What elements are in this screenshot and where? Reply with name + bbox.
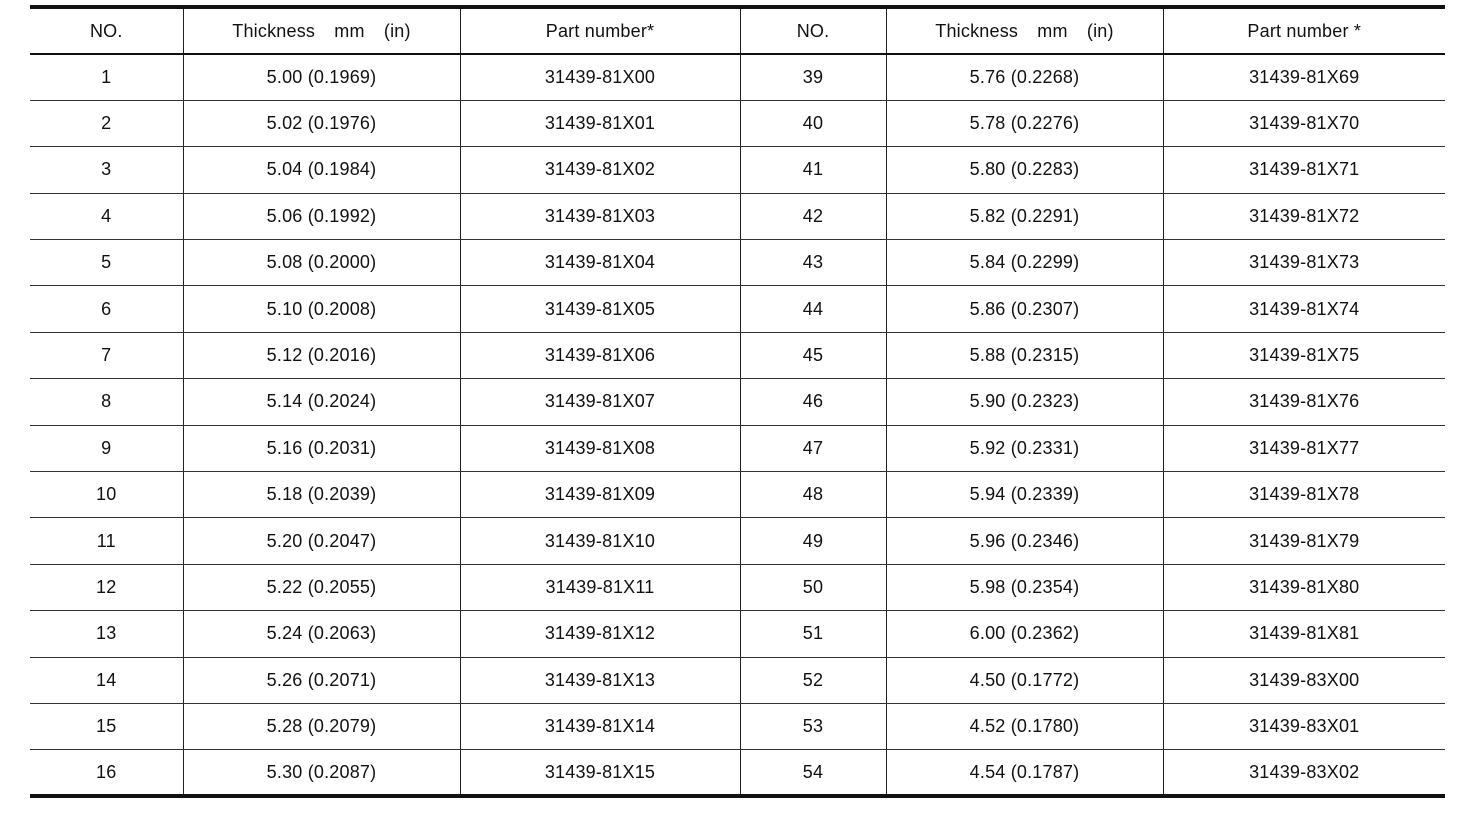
cell-no-right: 39	[740, 54, 886, 100]
table-row	[30, 286, 1445, 332]
cell-part-number-left: 31439-81X10	[460, 518, 740, 564]
cell-no-left: 8	[30, 379, 183, 425]
table-row	[30, 425, 1445, 471]
table-row	[30, 750, 1445, 796]
cell-part-number-left: 31439-81X06	[460, 332, 740, 378]
cell-part-number-right: 31439-81X75	[1163, 332, 1445, 378]
cell-thickness-left: 5.16 (0.2031)	[183, 425, 460, 471]
cell-no-right: 48	[740, 472, 886, 518]
table-header	[30, 7, 1445, 54]
cell-no-right: 49	[740, 518, 886, 564]
cell-no-left: 6	[30, 286, 183, 332]
cell-thickness-right: 5.86 (0.2307)	[886, 286, 1163, 332]
cell-no-left: 13	[30, 611, 183, 657]
cell-thickness-right: 4.50 (0.1772)	[886, 657, 1163, 703]
shim-selection-table	[30, 5, 1445, 798]
cell-no-right: 41	[740, 147, 886, 193]
cell-part-number-right: 31439-81X77	[1163, 425, 1445, 471]
cell-part-number-right: 31439-81X73	[1163, 240, 1445, 286]
cell-part-number-right: 31439-81X81	[1163, 611, 1445, 657]
cell-part-number-left: 31439-81X00	[460, 54, 740, 100]
cell-no-right: 54	[740, 750, 886, 796]
header-row	[30, 7, 1445, 54]
cell-part-number-right: 31439-81X79	[1163, 518, 1445, 564]
cell-part-number-left: 31439-81X03	[460, 193, 740, 239]
cell-part-number-right: 31439-81X76	[1163, 379, 1445, 425]
cell-no-right: 43	[740, 240, 886, 286]
cell-no-left: 12	[30, 564, 183, 610]
cell-thickness-right: 5.98 (0.2354)	[886, 564, 1163, 610]
cell-no-right: 51	[740, 611, 886, 657]
table-row	[30, 193, 1445, 239]
cell-thickness-right: 5.76 (0.2268)	[886, 54, 1163, 100]
table-row	[30, 332, 1445, 378]
cell-no-left: 9	[30, 425, 183, 471]
cell-no-right: 53	[740, 703, 886, 749]
header-part-number-left: Part number*	[460, 7, 740, 54]
cell-thickness-left: 5.14 (0.2024)	[183, 379, 460, 425]
cell-no-left: 11	[30, 518, 183, 564]
cell-thickness-left: 5.02 (0.1976)	[183, 100, 460, 146]
table-row	[30, 240, 1445, 286]
cell-part-number-left: 31439-81X01	[460, 100, 740, 146]
cell-thickness-left: 5.28 (0.2079)	[183, 703, 460, 749]
cell-no-left: 16	[30, 750, 183, 796]
cell-no-right: 52	[740, 657, 886, 703]
cell-no-right: 46	[740, 379, 886, 425]
table-row	[30, 379, 1445, 425]
cell-thickness-left: 5.00 (0.1969)	[183, 54, 460, 100]
cell-no-left: 15	[30, 703, 183, 749]
header-no-left: NO.	[30, 7, 183, 54]
cell-thickness-right: 5.90 (0.2323)	[886, 379, 1163, 425]
cell-no-left: 5	[30, 240, 183, 286]
cell-no-right: 50	[740, 564, 886, 610]
header-no-right: NO.	[740, 7, 886, 54]
cell-thickness-right: 5.84 (0.2299)	[886, 240, 1163, 286]
header-part-number-right: Part number *	[1163, 7, 1445, 54]
cell-part-number-right: 31439-81X71	[1163, 147, 1445, 193]
cell-thickness-left: 5.20 (0.2047)	[183, 518, 460, 564]
table-row	[30, 611, 1445, 657]
cell-no-left: 7	[30, 332, 183, 378]
cell-no-left: 1	[30, 54, 183, 100]
table-row	[30, 518, 1445, 564]
cell-part-number-left: 31439-81X05	[460, 286, 740, 332]
cell-thickness-right: 6.00 (0.2362)	[886, 611, 1163, 657]
cell-no-right: 44	[740, 286, 886, 332]
cell-thickness-right: 5.94 (0.2339)	[886, 472, 1163, 518]
cell-part-number-right: 31439-81X80	[1163, 564, 1445, 610]
cell-thickness-right: 4.52 (0.1780)	[886, 703, 1163, 749]
cell-no-left: 10	[30, 472, 183, 518]
cell-thickness-left: 5.08 (0.2000)	[183, 240, 460, 286]
cell-part-number-right: 31439-81X78	[1163, 472, 1445, 518]
cell-no-left: 3	[30, 147, 183, 193]
cell-no-right: 40	[740, 100, 886, 146]
cell-thickness-left: 5.30 (0.2087)	[183, 750, 460, 796]
cell-no-left: 2	[30, 100, 183, 146]
table-row	[30, 54, 1445, 100]
cell-part-number-right: 31439-83X00	[1163, 657, 1445, 703]
cell-part-number-left: 31439-81X15	[460, 750, 740, 796]
cell-thickness-right: 5.88 (0.2315)	[886, 332, 1163, 378]
cell-no-right: 45	[740, 332, 886, 378]
table-row	[30, 703, 1445, 749]
cell-thickness-right: 5.92 (0.2331)	[886, 425, 1163, 471]
cell-part-number-right: 31439-81X69	[1163, 54, 1445, 100]
cell-thickness-right: 5.78 (0.2276)	[886, 100, 1163, 146]
cell-no-left: 4	[30, 193, 183, 239]
table-row	[30, 657, 1445, 703]
cell-no-left: 14	[30, 657, 183, 703]
shim-selection-table-container	[30, 5, 1445, 798]
table-row	[30, 100, 1445, 146]
table-row	[30, 564, 1445, 610]
cell-part-number-right: 31439-81X74	[1163, 286, 1445, 332]
cell-part-number-left: 31439-81X13	[460, 657, 740, 703]
cell-thickness-left: 5.04 (0.1984)	[183, 147, 460, 193]
cell-part-number-right: 31439-81X72	[1163, 193, 1445, 239]
cell-no-right: 47	[740, 425, 886, 471]
cell-thickness-left: 5.06 (0.1992)	[183, 193, 460, 239]
cell-no-right: 42	[740, 193, 886, 239]
cell-thickness-left: 5.24 (0.2063)	[183, 611, 460, 657]
cell-thickness-left: 5.22 (0.2055)	[183, 564, 460, 610]
header-thickness-right: Thickness mm (in)	[886, 7, 1163, 54]
cell-part-number-right: 31439-83X02	[1163, 750, 1445, 796]
cell-thickness-left: 5.18 (0.2039)	[183, 472, 460, 518]
table-body	[30, 54, 1445, 796]
cell-part-number-left: 31439-81X02	[460, 147, 740, 193]
table-row	[30, 472, 1445, 518]
cell-part-number-left: 31439-81X09	[460, 472, 740, 518]
cell-thickness-left: 5.12 (0.2016)	[183, 332, 460, 378]
table-row	[30, 147, 1445, 193]
header-thickness-left: Thickness mm (in)	[183, 7, 460, 54]
cell-part-number-left: 31439-81X08	[460, 425, 740, 471]
cell-thickness-left: 5.10 (0.2008)	[183, 286, 460, 332]
cell-part-number-left: 31439-81X07	[460, 379, 740, 425]
cell-thickness-right: 5.80 (0.2283)	[886, 147, 1163, 193]
cell-thickness-right: 5.82 (0.2291)	[886, 193, 1163, 239]
cell-part-number-right: 31439-81X70	[1163, 100, 1445, 146]
cell-thickness-left: 5.26 (0.2071)	[183, 657, 460, 703]
cell-part-number-left: 31439-81X11	[460, 564, 740, 610]
cell-part-number-left: 31439-81X12	[460, 611, 740, 657]
cell-thickness-right: 4.54 (0.1787)	[886, 750, 1163, 796]
cell-thickness-right: 5.96 (0.2346)	[886, 518, 1163, 564]
cell-part-number-left: 31439-81X04	[460, 240, 740, 286]
cell-part-number-right: 31439-83X01	[1163, 703, 1445, 749]
cell-part-number-left: 31439-81X14	[460, 703, 740, 749]
